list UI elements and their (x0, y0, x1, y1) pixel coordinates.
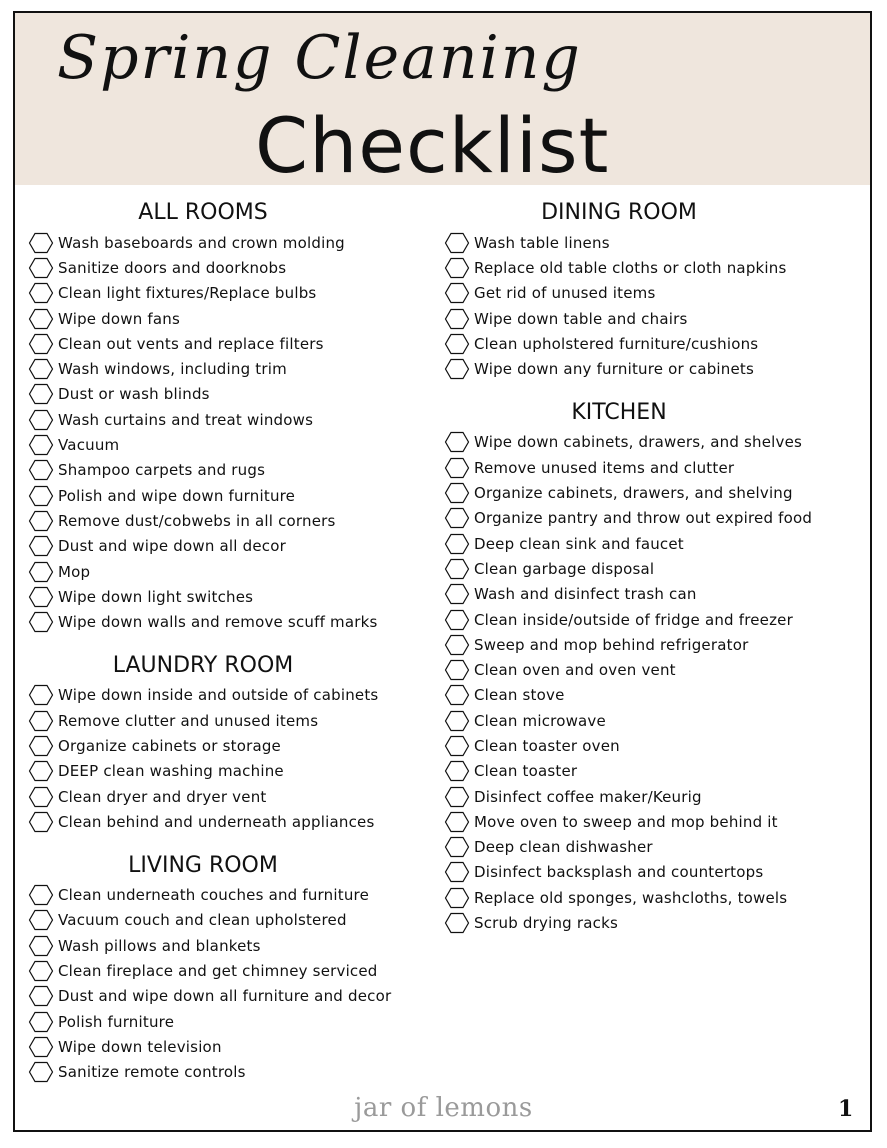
checklist-item-label: Wash curtains and treat windows (58, 410, 314, 429)
hexagon-checkbox-icon[interactable] (444, 333, 470, 355)
hexagon-checkbox-icon[interactable] (28, 884, 54, 906)
checklist-item[interactable] (444, 356, 864, 381)
checklist-item-label: Wash windows, including trim (58, 360, 287, 379)
checklist-item-label: Wash and disinfect trash can (474, 585, 697, 604)
checklist-item[interactable] (444, 306, 864, 331)
hexagon-checkbox-icon[interactable] (444, 431, 470, 453)
checklist-kitchen (444, 430, 864, 936)
brand-footer: jar of lemons (354, 1093, 533, 1123)
checklist-item-label: Wipe down fans (58, 309, 181, 328)
checklist-item-label: Sanitize remote controls (58, 1063, 246, 1082)
hexagon-checkbox-icon[interactable] (28, 383, 54, 405)
hexagon-checkbox-icon[interactable] (444, 507, 470, 529)
checklist-item-label: Remove clutter and unused items (58, 711, 319, 730)
hexagon-checkbox-icon[interactable] (28, 684, 54, 706)
checklist-item[interactable] (444, 835, 864, 860)
checklist-item-label: Clean behind and underneath appliances (58, 812, 375, 831)
checklist-all-rooms (28, 230, 428, 635)
checklist-item-label: Replace old table cloths or cloth napkins (474, 258, 787, 277)
checklist-item[interactable] (28, 407, 428, 432)
checklist-item[interactable] (28, 356, 428, 381)
checklist-item-label: Wipe down light switches (58, 587, 254, 606)
hexagon-checkbox-icon[interactable] (444, 760, 470, 782)
hexagon-checkbox-icon[interactable] (444, 308, 470, 330)
checklist-item[interactable] (444, 556, 864, 581)
checklist-item-label: Clean underneath couches and furniture (58, 886, 369, 905)
hexagon-checkbox-icon[interactable] (28, 1061, 54, 1083)
hexagon-checkbox-icon[interactable] (444, 232, 470, 254)
checklist-item[interactable] (444, 281, 864, 306)
checklist-item[interactable] (28, 908, 428, 933)
checklist-item-label: Clean dryer and dryer vent (58, 787, 267, 806)
hexagon-checkbox-icon[interactable] (28, 535, 54, 557)
checklist-item-label: Sweep and mop behind refrigerator (474, 635, 749, 654)
checklist-item-label: Clean stove (474, 686, 565, 705)
script-title: Spring Cleaning (57, 23, 582, 93)
checklist-item[interactable] (444, 759, 864, 784)
checklist-item[interactable] (444, 480, 864, 505)
checklist-item-label: Deep clean sink and faucet (474, 534, 684, 553)
checklist-item-label: Wipe down walls and remove scuff marks (58, 613, 378, 632)
checklist-item[interactable] (28, 255, 428, 280)
checklist-item[interactable] (444, 531, 864, 556)
hexagon-checkbox-icon[interactable] (28, 1036, 54, 1058)
hexagon-checkbox-icon[interactable] (444, 257, 470, 279)
checklist-item-label: Wash baseboards and crown molding (58, 233, 345, 252)
hexagon-checkbox-icon[interactable] (444, 282, 470, 304)
checklist-item-label: Remove unused items and clutter (474, 458, 735, 477)
checklist-item-label: Wash table linens (474, 233, 610, 252)
checklist-item[interactable] (28, 559, 428, 584)
checklist-item-label: Dust and wipe down all furniture and decor (58, 987, 392, 1006)
hexagon-checkbox-icon[interactable] (444, 684, 470, 706)
checklist-item[interactable] (28, 432, 428, 457)
checklist-item[interactable] (444, 455, 864, 480)
hexagon-checkbox-icon[interactable] (444, 558, 470, 580)
checklist-item-label: Organize cabinets or storage (58, 736, 281, 755)
checklist-item-label: Clean fireplace and get chimney serviced (58, 962, 378, 981)
hexagon-checkbox-icon[interactable] (28, 1011, 54, 1033)
hexagon-checkbox-icon[interactable] (28, 409, 54, 431)
hexagon-checkbox-icon[interactable] (444, 634, 470, 656)
checklist-item[interactable] (28, 483, 428, 508)
hexagon-checkbox-icon[interactable] (28, 282, 54, 304)
checklist-item-label: Dust or wash blinds (58, 385, 210, 404)
checklist-item[interactable] (444, 506, 864, 531)
checklist-item[interactable] (28, 306, 428, 331)
checklist-item-label: Polish furniture (58, 1012, 175, 1031)
checklist-item[interactable] (28, 809, 428, 834)
section-title-dining-room: DINING ROOM (541, 200, 697, 225)
hexagon-checkbox-icon[interactable] (444, 735, 470, 757)
checklist-item[interactable] (444, 708, 864, 733)
checklist-item[interactable] (28, 958, 428, 983)
hexagon-checkbox-icon[interactable] (28, 257, 54, 279)
hexagon-checkbox-icon[interactable] (444, 583, 470, 605)
hexagon-checkbox-icon[interactable] (28, 710, 54, 732)
checklist-item-label: DEEP clean washing machine (58, 762, 284, 781)
checklist-item[interactable] (444, 860, 864, 885)
left-column (28, 196, 428, 1099)
checklist-laundry-room (28, 683, 428, 835)
hexagon-checkbox-icon[interactable] (28, 760, 54, 782)
hexagon-checkbox-icon[interactable] (28, 985, 54, 1007)
checklist-item-label: Polish and wipe down furniture (58, 486, 296, 505)
checklist-item-label: Wipe down inside and outside of cabinets (58, 686, 379, 705)
checklist-item[interactable] (28, 1009, 428, 1034)
checklist-item[interactable] (444, 632, 864, 657)
checklist-item[interactable] (444, 733, 864, 758)
hexagon-checkbox-icon[interactable] (444, 482, 470, 504)
checklist-item[interactable] (28, 281, 428, 306)
checklist-item-label: Clean garbage disposal (474, 559, 655, 578)
checklist-item-label: Dust and wipe down all decor (58, 537, 286, 556)
checklist-item-label: Get rid of unused items (474, 284, 656, 303)
hexagon-checkbox-icon[interactable] (28, 561, 54, 583)
checklist-item[interactable] (444, 784, 864, 809)
hexagon-checkbox-icon[interactable] (28, 434, 54, 456)
hexagon-checkbox-icon[interactable] (28, 333, 54, 355)
checklist-item-label: Wipe down any furniture or cabinets (474, 360, 755, 379)
hexagon-checkbox-icon[interactable] (444, 887, 470, 909)
hexagon-checkbox-icon[interactable] (28, 232, 54, 254)
checklist-item[interactable] (28, 508, 428, 533)
hexagon-checkbox-icon[interactable] (28, 811, 54, 833)
checklist-item-label: Clean microwave (474, 711, 606, 730)
checklist-item-label: Shampoo carpets and rugs (58, 461, 266, 480)
checklist-item[interactable] (28, 331, 428, 356)
checklist-item-label: Wipe down television (58, 1037, 222, 1056)
checklist-item[interactable] (28, 733, 428, 758)
checklist-item[interactable] (444, 607, 864, 632)
checklist-item-label: Clean upholstered furniture/cushions (474, 334, 759, 353)
checklist-item-label: Disinfect coffee maker/Keurig (474, 787, 702, 806)
hexagon-checkbox-icon[interactable] (444, 786, 470, 808)
checklist-item[interactable] (28, 708, 428, 733)
hexagon-checkbox-icon[interactable] (444, 912, 470, 934)
checklist-item[interactable] (444, 582, 864, 607)
hexagon-checkbox-icon[interactable] (28, 586, 54, 608)
hexagon-checkbox-icon[interactable] (444, 358, 470, 380)
hexagon-checkbox-icon[interactable] (444, 861, 470, 883)
checklist-item-label: Clean out vents and replace filters (58, 334, 324, 353)
checklist-item[interactable] (28, 382, 428, 407)
hexagon-checkbox-icon[interactable] (28, 358, 54, 380)
checklist-item-label: Deep clean dishwasher (474, 838, 653, 857)
checklist-item[interactable] (28, 458, 428, 483)
checklist-item[interactable] (28, 683, 428, 708)
hexagon-checkbox-icon[interactable] (444, 836, 470, 858)
checklist-item[interactable] (28, 534, 428, 559)
hexagon-checkbox-icon[interactable] (444, 533, 470, 555)
section-title-laundry-room: LAUNDRY ROOM (112, 652, 294, 678)
checklist-item[interactable] (28, 784, 428, 809)
hexagon-checkbox-icon[interactable] (28, 459, 54, 481)
checklist-item-label: Remove dust/cobwebs in all corners (58, 511, 336, 530)
hexagon-checkbox-icon[interactable] (28, 909, 54, 931)
checklist-item-label: Wash pillows and blankets (58, 936, 261, 955)
hexagon-checkbox-icon[interactable] (444, 710, 470, 732)
page-number: 1 (838, 1096, 854, 1122)
checklist-item-label: Clean inside/outside of fridge and freezer (474, 610, 793, 629)
checklist-item-label: Sanitize doors and doorknobs (58, 258, 287, 277)
checklist-item-label: Move oven to sweep and mop behind it (474, 812, 778, 831)
checklist-item[interactable] (444, 430, 864, 455)
checklist-item-label: Clean toaster (474, 762, 578, 781)
checklist-item-label: Clean light fixtures/Replace bulbs (58, 284, 317, 303)
hexagon-checkbox-icon[interactable] (444, 457, 470, 479)
hexagon-checkbox-icon[interactable] (28, 485, 54, 507)
checklist-item-label: Organize cabinets, drawers, and shelving (474, 484, 793, 503)
section-title-kitchen: KITCHEN (571, 399, 667, 425)
checklist-item[interactable] (28, 984, 428, 1009)
checklist-item-label: Mop (58, 562, 91, 581)
checklist-item[interactable] (444, 331, 864, 356)
checklist-item-label: Vacuum couch and clean upholstered (58, 911, 347, 930)
checklist-item[interactable] (444, 657, 864, 682)
checklist-item[interactable] (28, 609, 428, 634)
checklist-item[interactable] (444, 683, 864, 708)
checklist-item[interactable] (444, 910, 864, 935)
checklist-item[interactable] (444, 230, 864, 255)
hexagon-checkbox-icon[interactable] (28, 735, 54, 757)
hexagon-checkbox-icon[interactable] (28, 308, 54, 330)
checklist-item[interactable] (28, 759, 428, 784)
checklist-item-label: Organize pantry and throw out expired food (474, 509, 813, 528)
checklist-item[interactable] (28, 1034, 428, 1059)
checklist-item[interactable] (28, 933, 428, 958)
checklist-item[interactable] (28, 1060, 428, 1085)
checklist-item[interactable] (444, 809, 864, 834)
checklist-item-label: Vacuum (58, 436, 120, 455)
checklist-living-room (28, 883, 428, 1085)
checklist-item[interactable] (444, 255, 864, 280)
checklist-item-label: Clean toaster oven (474, 736, 620, 755)
main-title: Checklist (255, 101, 610, 190)
checklist-item-label: Wipe down table and chairs (474, 309, 688, 328)
checklist-item-label: Replace old sponges, washcloths, towels (474, 888, 788, 907)
checklist-item-label: Scrub drying racks (474, 914, 618, 933)
section-title-living-room: LIVING ROOM (128, 852, 278, 878)
checklist-dining-room (444, 230, 864, 382)
hexagon-checkbox-icon[interactable] (28, 935, 54, 957)
hexagon-checkbox-icon[interactable] (28, 786, 54, 808)
hexagon-checkbox-icon[interactable] (444, 609, 470, 631)
checklist-item[interactable] (28, 883, 428, 908)
checklist-item[interactable] (28, 584, 428, 609)
title-banner (15, 13, 870, 190)
checklist-item-label: Wipe down cabinets, drawers, and shelves (474, 433, 803, 452)
hexagon-checkbox-icon[interactable] (444, 811, 470, 833)
hexagon-checkbox-icon[interactable] (28, 611, 54, 633)
checklist-item-label: Disinfect backsplash and countertops (474, 863, 764, 882)
checklist-item[interactable] (28, 230, 428, 255)
right-column (444, 196, 864, 950)
hexagon-checkbox-icon[interactable] (28, 960, 54, 982)
hexagon-checkbox-icon[interactable] (28, 510, 54, 532)
section-title-all-rooms: ALL ROOMS (138, 200, 268, 225)
hexagon-checkbox-icon[interactable] (444, 659, 470, 681)
checklist-item-label: Clean oven and oven vent (474, 661, 676, 680)
checklist-item[interactable] (444, 885, 864, 910)
